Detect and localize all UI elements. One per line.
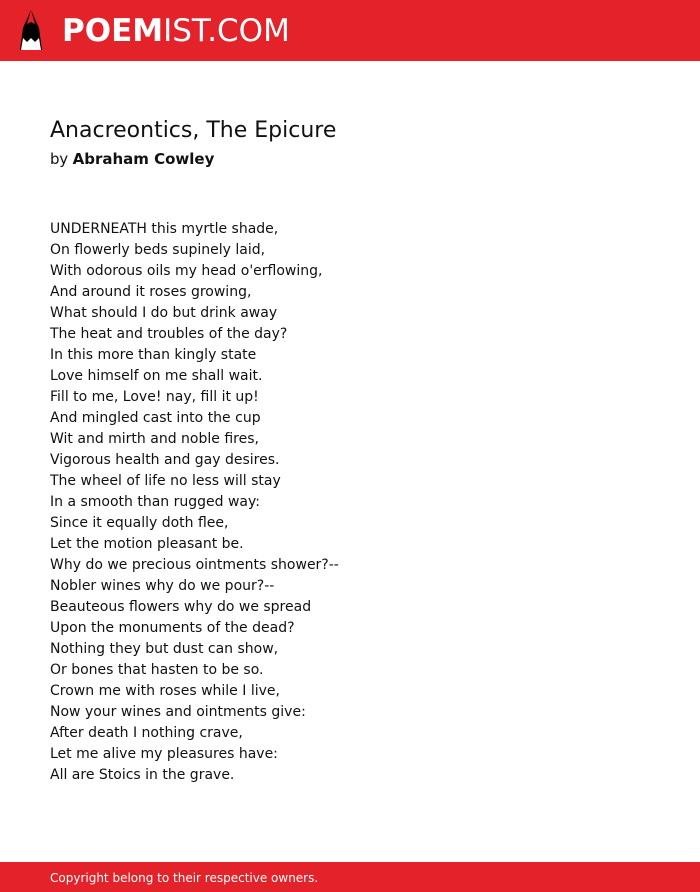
- poem-line: The wheel of life no less will stay: [50, 473, 281, 489]
- poem-line: In a smooth than rugged way:: [50, 494, 260, 510]
- poem-line: Vigorous health and gay desires.: [50, 452, 280, 468]
- poem-byline: [50, 149, 214, 169]
- poem-line: Crown me with roses while I live,: [50, 683, 280, 699]
- logo-text-light: IST.COM: [163, 13, 290, 49]
- poem-line: Wit and mirth and noble fires,: [50, 431, 259, 447]
- poem-line: Upon the monuments of the dead?: [50, 620, 295, 636]
- poem-line: Let the motion pleasant be.: [50, 536, 244, 552]
- poem-line: What should I do but drink away: [50, 305, 278, 321]
- poem-title: Anacreontics, The Epicure: [50, 118, 337, 143]
- poem-line: Nobler wines why do we pour?--: [50, 578, 275, 594]
- poem-body: [50, 219, 339, 786]
- poem-line: In this more than kingly state: [50, 347, 257, 363]
- poem-line: The heat and troubles of the day?: [50, 326, 288, 342]
- poem-line: All are Stoics in the grave.: [50, 767, 235, 783]
- copyright-notice: Copyright belong to their respective owners.: [50, 871, 319, 885]
- logo-text-bold: POEM: [62, 13, 164, 49]
- poem-line: After death I nothing crave,: [50, 725, 243, 741]
- poem-line: Beauteous flowers why do we spread: [50, 599, 312, 615]
- poem-line: And around it roses growing,: [50, 284, 252, 300]
- site-header: [0, 0, 700, 61]
- poem-line: And mingled cast into the cup: [50, 410, 261, 426]
- poem-line: With odorous oils my head o'erflowing,: [50, 263, 323, 279]
- site-logo[interactable]: [62, 13, 290, 49]
- poem-line: Since it equally doth flee,: [50, 515, 229, 531]
- byline-prefix: by: [50, 150, 68, 168]
- author-name: Abraham Cowley: [72, 150, 215, 168]
- poem-line: UNDERNEATH this myrtle shade,: [50, 221, 279, 237]
- poem-line: Let me alive my pleasures have:: [50, 746, 278, 762]
- site-footer: [0, 862, 700, 892]
- poem-line: On flowerly beds supinely laid,: [50, 242, 266, 258]
- fountain-pen-nib-icon: [19, 10, 43, 52]
- poem-line: Why do we precious ointments shower?--: [50, 557, 339, 573]
- poem-line: Fill to me, Love! nay, fill it up!: [50, 389, 259, 405]
- poem-line: Or bones that hasten to be so.: [50, 662, 264, 678]
- poem-line: Love himself on me shall wait.: [50, 368, 263, 384]
- poem-line: Now your wines and ointments give:: [50, 704, 306, 720]
- poem-line: Nothing they but dust can show,: [50, 641, 279, 657]
